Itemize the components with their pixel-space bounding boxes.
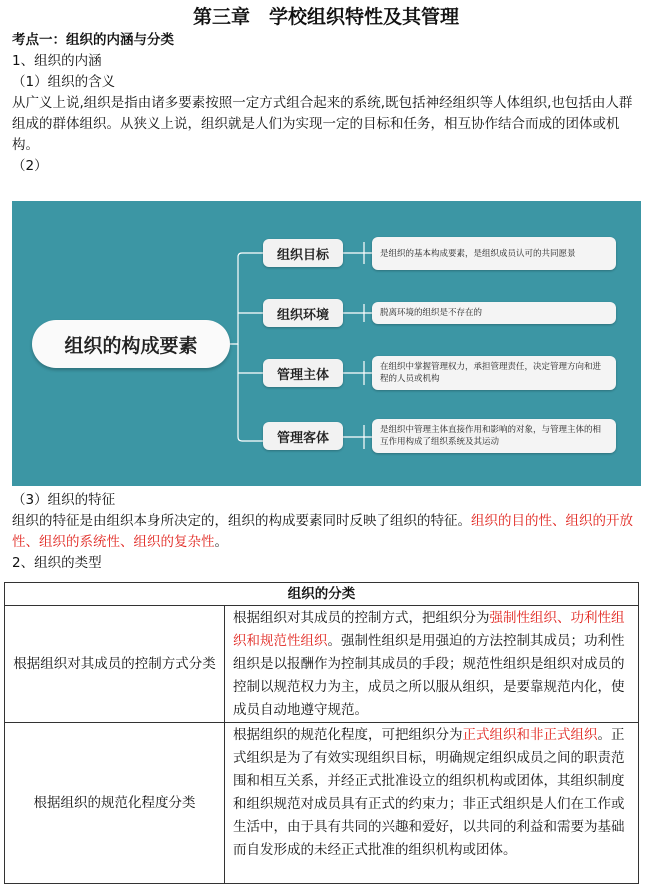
node-subject: 管理主体 <box>263 359 343 387</box>
content-highlight: 正式组织和非正式组织 <box>462 727 598 743</box>
features-highlight: 组织的目的性、组织的开放性、组织的系统性、组织的复杂性 <box>12 513 633 550</box>
node-object-desc: 是组织中管理主体直接作用和影响的对象，与管理主体的相互作用构成了组织系统及其运动 <box>372 419 616 453</box>
node-object: 管理客体 <box>263 422 343 450</box>
content-text: 。正式组织是为了有效实现组织目标，明确规定组织成员之间的职责范围和相互关系，并经正式批准设立的组织机构或团体，其组织制度和组织规范对成员具有正式的约束力；非正式组织是人们在工作或生活中，由于具有共同的兴趣和爱好，以共同的利益和需要为基础而自发形成的未经正式批准的组织机构或团体。 <box>233 727 625 858</box>
features-paragraph <box>0 511 652 553</box>
table-row-label: 根据组织的规范化程度分类 <box>5 723 225 884</box>
definition-paragraph: 从广义上说,组织是指由诸多要素按照一定方式组合起来的系统,既包括神经组织等人体组织,也包括由人群组成的群体组织。从狭义上说，组织就是人们为实现一定的目标和任务，相互协作结合而成的团体或机构。 <box>12 95 633 153</box>
table-row <box>5 606 639 723</box>
item-heading: （1）组织的含义 <box>12 74 116 90</box>
table-row-content <box>225 723 639 884</box>
diagram-center-node: 组织的构成要素 <box>32 320 230 368</box>
subsection-heading: 2、组织的类型 <box>12 555 102 571</box>
content-text: 根据组织对其成员的控制方式，把组织分为 <box>233 610 490 626</box>
page-title: 第三章 学校组织特性及其管理 <box>192 6 459 28</box>
content-text: 。强制性组织是用强迫的方法控制其成员；功利性组织是以报酬作为控制其成员的手段；规范性组织是组织对成员的控制以规范权力为主，成员之所以服从组织，是要靠规范内化，使成员自动地遵守规范。 <box>233 633 625 718</box>
table-row-label: 根据组织对其成员的控制方式分类 <box>5 606 225 723</box>
features-text: 组织的特征是由组织本身所决定的，组织的构成要素同时反映了组织的特征。 <box>12 513 471 529</box>
mind-map-diagram <box>12 201 641 486</box>
content-highlight: 强制性组织、功利性组织和规范性组织 <box>233 610 625 649</box>
node-goal-desc: 是组织的基本构成要素，是组织成员认可的共同愿景 <box>372 237 616 270</box>
subsection-heading: 1、组织的内涵 <box>12 53 102 69</box>
content-text: 根据组织的规范化程度，可把组织分为 <box>233 727 463 743</box>
node-environment: 组织环境 <box>263 299 343 327</box>
table-row-content <box>225 606 639 723</box>
classification-table <box>4 582 639 884</box>
table-row <box>5 723 639 884</box>
node-subject-desc: 在组织中掌握管理权力，承担管理责任，决定管理方向和进程的人员或机构 <box>372 356 616 390</box>
node-goal: 组织目标 <box>263 239 343 267</box>
features-end: 。 <box>214 534 228 550</box>
item-heading: （2） <box>12 158 48 174</box>
item-heading: （3）组织的特征 <box>12 492 116 508</box>
table-header: 组织的分类 <box>5 583 639 606</box>
node-environment-desc: 脱离环境的组织是不存在的 <box>372 302 616 324</box>
section-heading: 考点一：组织的内涵与分类 <box>12 32 174 48</box>
